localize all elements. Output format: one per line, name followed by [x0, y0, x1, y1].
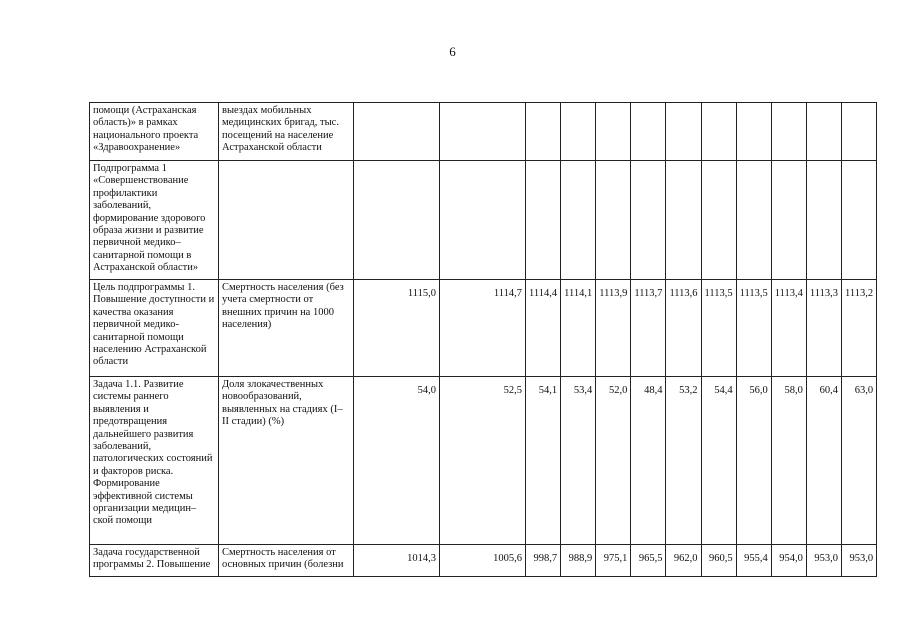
- row-goal-cell: Задача 1.1. Развитие системы раннего выявления и предотвращения дальнейшего развития заболеваний, патологических состояний и факторов риска. Формирование эффективной системы организации медицин–ской помощи: [90, 377, 219, 545]
- value-cell: 988,9: [561, 545, 596, 577]
- value-cell: [561, 103, 596, 161]
- value-cell: 54,1: [526, 377, 561, 545]
- value-cell: 1113,3: [806, 280, 841, 377]
- value-cell: [631, 161, 666, 280]
- value-cell: 953,0: [841, 545, 876, 577]
- value-cell: 60,4: [806, 377, 841, 545]
- value-cell: 998,7: [526, 545, 561, 577]
- row-goal-cell: Подпрограмма 1 «Совершенствование профилактики заболеваний, формирование здорового образа жизни и развитие первичной медико–санитарной помощи в Астраханской области»: [90, 161, 219, 280]
- value-cell: 1114,7: [440, 280, 526, 377]
- table-row: [90, 280, 877, 377]
- value-cell: 975,1: [596, 545, 631, 577]
- value-cell: [771, 103, 806, 161]
- value-cell: 1113,9: [596, 280, 631, 377]
- table-row: [90, 377, 877, 545]
- value-cell: 965,5: [631, 545, 666, 577]
- value-cell: 58,0: [771, 377, 806, 545]
- value-cell: 53,2: [666, 377, 701, 545]
- value-cell: 48,4: [631, 377, 666, 545]
- row-indicator-cell: Доля злокачественных новообразований, выявленных на стадиях (I– II стадии) (%): [219, 377, 354, 545]
- value-cell: [806, 103, 841, 161]
- indicator-table: [89, 102, 877, 577]
- value-cell: [841, 103, 876, 161]
- value-cell: 52,5: [440, 377, 526, 545]
- value-cell: [526, 103, 561, 161]
- value-cell: [736, 161, 771, 280]
- value-cell: 954,0: [771, 545, 806, 577]
- value-cell: [701, 103, 736, 161]
- value-cell: 54,4: [701, 377, 736, 545]
- page-number: 6: [449, 44, 456, 59]
- value-cell: 1113,5: [736, 280, 771, 377]
- row-indicator-cell: выездах мобильных медицинских бригад, тыс. посещений на население Астраханской области: [219, 103, 354, 161]
- value-cell: 1014,3: [354, 545, 440, 577]
- table-row: [90, 103, 877, 161]
- value-cell: [771, 161, 806, 280]
- value-cell: 1113,4: [771, 280, 806, 377]
- value-cell: [596, 161, 631, 280]
- value-cell: [526, 161, 561, 280]
- value-cell: [666, 103, 701, 161]
- row-indicator-cell: Смертность населения от основных причин (болезни: [219, 545, 354, 577]
- value-cell: [440, 161, 526, 280]
- value-cell: [354, 161, 440, 280]
- value-cell: [841, 161, 876, 280]
- value-cell: 953,0: [806, 545, 841, 577]
- row-goal-cell: Цель подпрограммы 1. Повышение доступности и качества оказания первичной медико-санитарной помощи населению Астраханской области: [90, 280, 219, 377]
- value-cell: [596, 103, 631, 161]
- value-cell: [354, 103, 440, 161]
- value-cell: 1113,6: [666, 280, 701, 377]
- value-cell: 52,0: [596, 377, 631, 545]
- row-indicator-cell: [219, 161, 354, 280]
- value-cell: [631, 103, 666, 161]
- value-cell: [806, 161, 841, 280]
- value-cell: 1114,4: [526, 280, 561, 377]
- value-cell: 960,5: [701, 545, 736, 577]
- value-cell: [440, 103, 526, 161]
- value-cell: 955,4: [736, 545, 771, 577]
- value-cell: [666, 161, 701, 280]
- value-cell: 1115,0: [354, 280, 440, 377]
- table-row: [90, 545, 877, 577]
- value-cell: 1113,2: [841, 280, 876, 377]
- row-goal-cell: Задача государственной программы 2. Повышение: [90, 545, 219, 577]
- value-cell: 1113,7: [631, 280, 666, 377]
- value-cell: [561, 161, 596, 280]
- value-cell: [736, 103, 771, 161]
- value-cell: 962,0: [666, 545, 701, 577]
- value-cell: 1005,6: [440, 545, 526, 577]
- value-cell: 1114,1: [561, 280, 596, 377]
- value-cell: 56,0: [736, 377, 771, 545]
- value-cell: 1113,5: [701, 280, 736, 377]
- value-cell: [701, 161, 736, 280]
- row-goal-cell: помощи (Астраханская область)» в рамках национального проекта «Здравоохранение»: [90, 103, 219, 161]
- table-row: [90, 161, 877, 280]
- row-indicator-cell: Смертность населения (без учета смертности от внешних причин на 1000 населения): [219, 280, 354, 377]
- value-cell: 53,4: [561, 377, 596, 545]
- value-cell: 54,0: [354, 377, 440, 545]
- table-body: [90, 103, 877, 577]
- value-cell: 63,0: [841, 377, 876, 545]
